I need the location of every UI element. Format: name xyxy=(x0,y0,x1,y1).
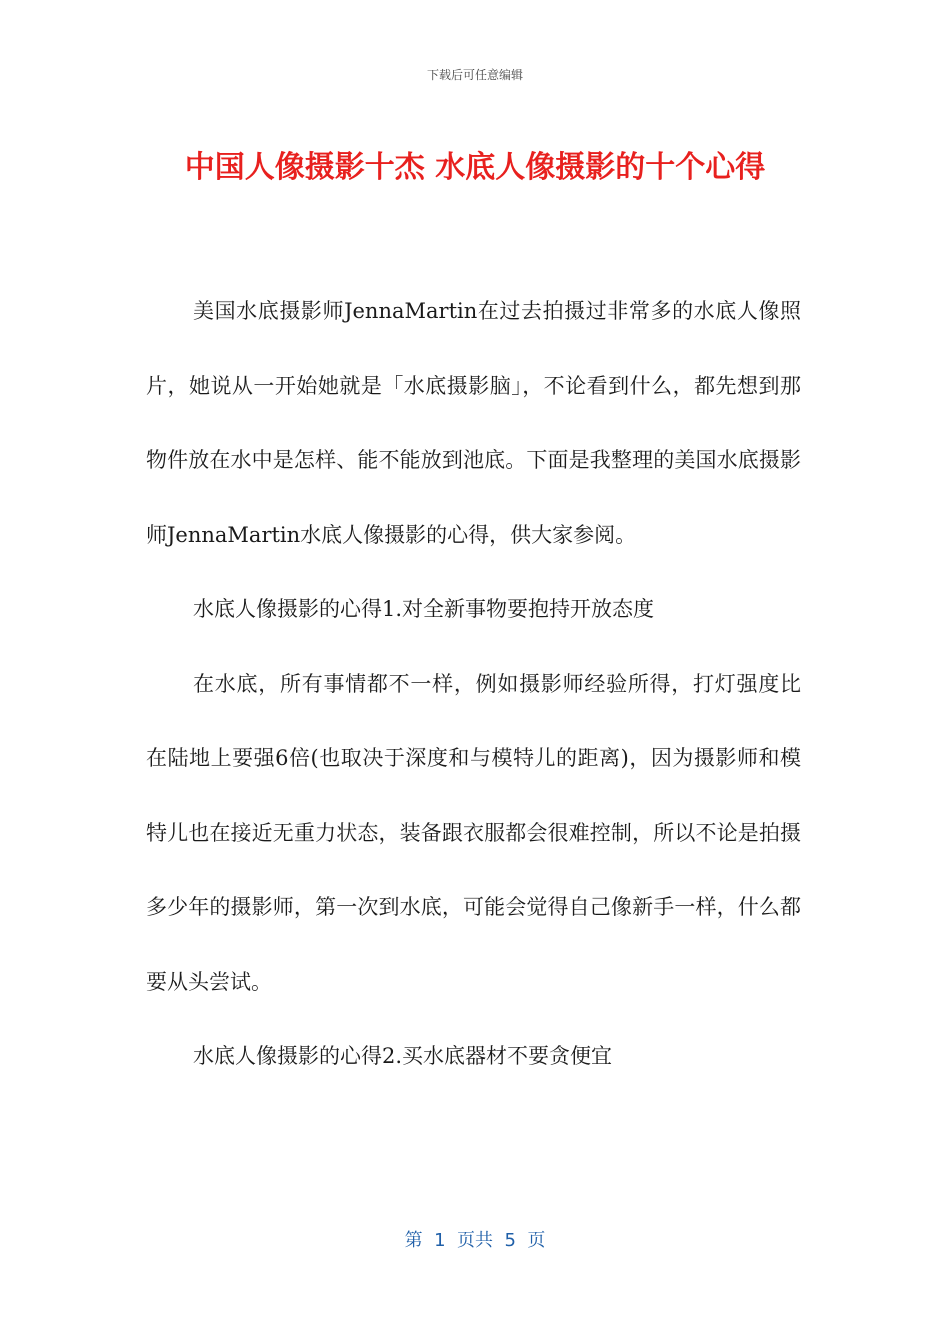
header-note: 下载后可任意编辑 xyxy=(426,68,523,82)
paragraph-section-1: 在水底，所有事情都不一样，例如摄影师经验所得，打灯强度比在陆地上要强6倍(也取决于深度和与模特儿的距离)，因为摄影师和模特儿也在接近无重力状态，装备跟衣服都会很难控制，所以不论是拍摄多少年的摄影师，第一次到水底，可能会觉得自己像新手一样，什么都要从头尝试。 xyxy=(146,671,801,994)
document-title: 中国人像摄影十杰 水底人像摄影的十个心得 xyxy=(184,150,766,185)
paragraph-intro: 美国水底摄影师JennaMartin在过去拍摄过非常多的水底人像照片，她说从一开始她就是「水底摄影脑」，不论看到什么，都先想到那物件放在水中是怎样、能不能放到池底。下面是我整理的美国水底摄影师JennaMartin水底人像摄影的心得，供大家参阅。 xyxy=(146,299,801,547)
page-number-footer: 第 1 页共 5 页 xyxy=(404,1230,546,1251)
section-heading-1: 水底人像摄影的心得1.对全新事物要抱持开放态度 xyxy=(193,597,655,621)
document-body xyxy=(146,274,801,1094)
section-heading-2: 水底人像摄影的心得2.买水底器材不要贪便宜 xyxy=(193,1044,613,1068)
